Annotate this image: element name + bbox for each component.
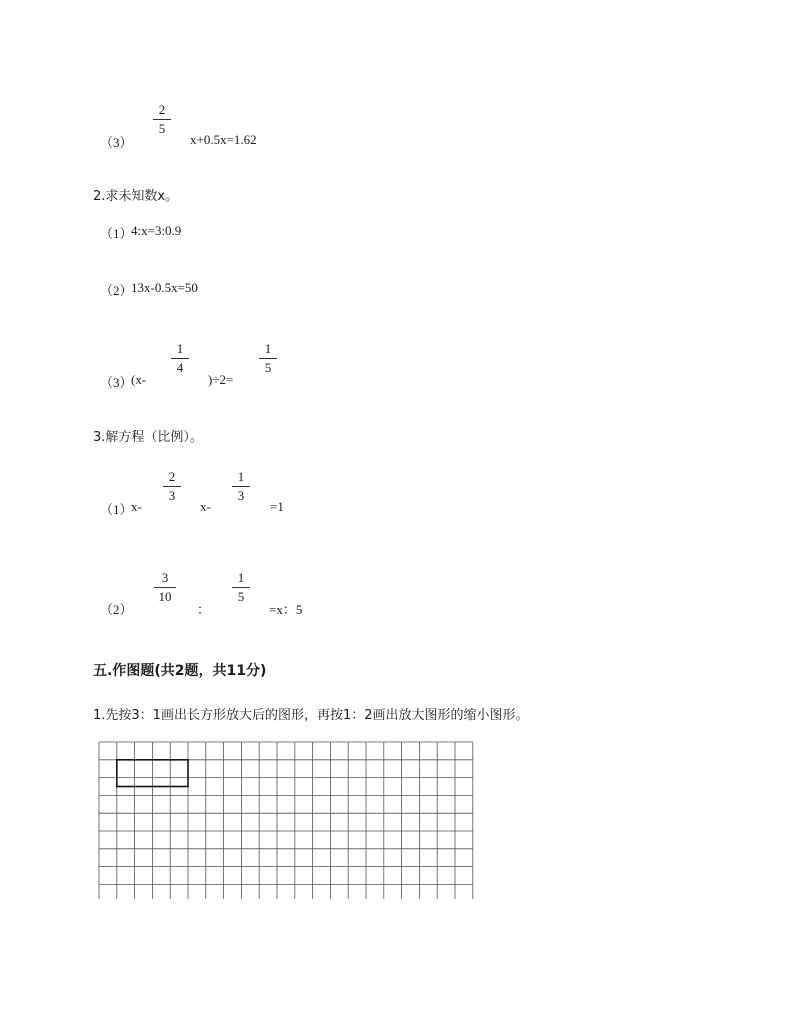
fraction-denominator: 10 <box>158 589 172 604</box>
section5-q1-text: 1.先按3：1画出长方形放大后的图形，再按1：2画出放大图形的缩小图形。 <box>93 708 529 723</box>
q3-part2-fraction-1 <box>152 570 178 605</box>
q2-title: 2.求未知数x。 <box>93 189 179 204</box>
q1-part3-number: （3） <box>100 135 133 150</box>
q2-part3-number: （3） <box>100 375 133 390</box>
q3-part2-fraction-2 <box>230 570 252 605</box>
fraction-bar <box>232 587 250 588</box>
fraction-bar <box>154 587 176 588</box>
q3-part2-colon: ： <box>197 602 211 617</box>
fraction-denominator: 5 <box>237 589 245 604</box>
q2-part2-expression: 13x-0.5x=50 <box>131 280 198 295</box>
q3-part2-number: （2） <box>100 602 133 617</box>
fraction-denominator: 3 <box>168 488 176 503</box>
q1-part3-fraction <box>151 102 173 137</box>
q3-part2-suffix: =x：5 <box>269 602 303 617</box>
fraction-denominator: 5 <box>158 121 166 136</box>
fraction-bar <box>153 119 171 120</box>
fraction-bar <box>259 358 277 359</box>
fraction-numerator: 3 <box>161 570 169 585</box>
q3-part1-prefix: x- <box>131 499 142 514</box>
q2-part3-fraction-1 <box>169 341 191 376</box>
q2-part1-number: （1） <box>100 226 133 241</box>
grid-lines <box>99 742 473 899</box>
fraction-denominator: 3 <box>237 488 245 503</box>
q1-part3-expression: x+0.5x=1.62 <box>190 132 257 147</box>
fraction-numerator: 1 <box>176 341 184 356</box>
q3-part1-suffix: =1 <box>270 499 284 514</box>
q3-part1-fraction-2 <box>230 469 252 504</box>
q2-part3-fraction-2 <box>257 341 279 376</box>
q3-part1-middle: x- <box>200 499 211 514</box>
fraction-numerator: 1 <box>237 469 245 484</box>
q2-part1-expression: 4:x=3:0.9 <box>131 223 182 238</box>
fraction-numerator: 1 <box>237 570 245 585</box>
drawing-grid[interactable] <box>98 741 474 899</box>
fraction-numerator: 2 <box>158 102 166 117</box>
q3-title: 3.解方程（比例）。 <box>93 430 203 445</box>
fraction-bar <box>232 486 250 487</box>
q2-part3-middle: )÷2= <box>208 372 234 387</box>
fraction-numerator: 1 <box>264 341 272 356</box>
fraction-bar <box>171 358 189 359</box>
q2-part3-prefix: (x- <box>131 372 147 387</box>
q2-part2-number: （2） <box>100 283 133 298</box>
q3-part1-fraction-1 <box>161 469 183 504</box>
section5-heading: 五.作图题(共2题，共11分) <box>93 663 267 679</box>
fraction-denominator: 4 <box>176 360 184 375</box>
fraction-bar <box>163 486 181 487</box>
fraction-numerator: 2 <box>168 469 176 484</box>
fraction-denominator: 5 <box>264 360 272 375</box>
q3-part1-number: （1） <box>100 502 133 517</box>
